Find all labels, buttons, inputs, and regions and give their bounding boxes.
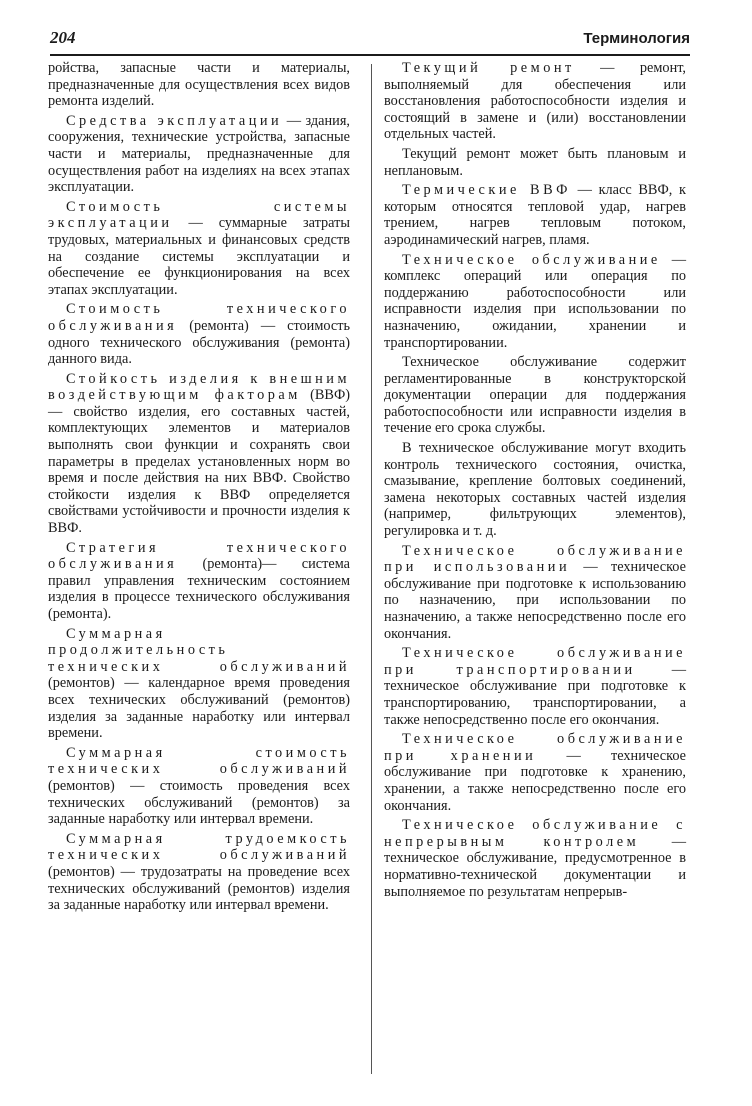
entry-term: Суммарная трудоемкость технических обслуживаний <box>48 830 350 864</box>
entry-paragraph: Термические ВВФ — класс ВВФ, к которым относятся тепловой удар, нагрев трением, нагрев тепловым потоком, аэродинамический нагрев, пламя. <box>384 182 686 248</box>
entry-paragraph: Текущий ремонт — ремонт, выполняемый для обеспечения или восстановления работоспособности изделия и состоящий в замене и (или) восстановлении отдельных частей. <box>384 60 686 143</box>
entry-term: Текущий ремонт <box>402 60 575 76</box>
entry-term: Техническое обслуживание при использовании <box>384 542 686 576</box>
entry-paragraph: Стратегия технического обслуживания (ремонта)— система правил управления техническим состоянием изделия в процессе технического обслуживания (ремонта). <box>48 539 350 622</box>
entry-paragraph: Техническое обслуживание с непрерывным контролем — техническое обслуживание, предусмотренное в нормативно-технической документации и выполняемое по результатам непрерыв- <box>384 817 687 900</box>
page-number: 204 <box>50 28 76 47</box>
entry-term: Стратегия технического обслуживания <box>48 539 350 573</box>
column-divider <box>371 64 372 1074</box>
entry-paragraph: В техническое обслуживание могут входить контроль технического состояния, очистка, смазывание, крепление болтовых соединений, замена некоторых составных частей изделия (например, фильтрующих элементов), регулировка и т. д. <box>384 440 686 540</box>
entry-paragraph: Техническое обслуживание при хранении — техническое обслуживание при подготовке к хранению, хранении, а также непосредственно после его окончания. <box>384 731 686 814</box>
entry-term: Суммарная продолжительность технических обслуживаний <box>48 625 350 675</box>
entry-paragraph: Суммарная продолжительность технических обслуживаний (ремонтов) — календарное время проведения всех технических обслуживаний (ремонтов) изделия за заданные наработку или интервал времени. <box>48 625 350 742</box>
entry-paragraph: Техническое обслуживание при использовании — техническое обслуживание при подготовке к использованию по назначению, при использовании по назначению, а также непосредственно после его окончания. <box>384 542 686 642</box>
entry-paragraph: Суммарная трудоемкость технических обслуживаний (ремонтов) — трудозатраты на проведение всех технических обслуживаний (ремонтов) изделия за заданные наработку или интервал времени. <box>48 830 350 914</box>
entry-term: Термические ВВФ <box>402 182 571 199</box>
entry-term: Суммарная стоимость технических обслуживаний <box>48 744 350 778</box>
entry-term: Стоимость технического обслуживания <box>48 301 350 334</box>
entry-paragraph: Техническое обслуживание — комплекс операций или операция по поддержанию работоспособности или исправности изделия при использовании по назначению, ожидании, хранении и транспортировании. <box>384 251 686 351</box>
entry-paragraph: ройства, запасные части и материалы, предназначенные для осуществления всех видов ремонта изделий. <box>48 60 350 110</box>
right-column <box>384 60 686 903</box>
header-rule <box>50 54 690 56</box>
entry-paragraph: Суммарная стоимость технических обслуживаний (ремонтов) — стоимость проведения всех технических обслуживаний (ремонтов) за заданные наработку или интервал времени. <box>48 744 350 828</box>
entry-term: Техническое обслуживание с непрерывным контролем <box>384 817 686 850</box>
entry-term: Техническое обслуживание <box>402 251 661 268</box>
left-column <box>48 60 350 917</box>
entry-paragraph: Стоимость технического обслуживания (ремонта) — стоимость одного технического обслуживания (ремонта) данного вида. <box>48 301 350 368</box>
entry-paragraph: Стоимость системы эксплуатации — суммарные затраты трудовых, материальных и финансовых средств на создание системы эксплуатации и обеспечение ее функционирования на всех этапах эксплуатации. <box>48 198 350 298</box>
entry-paragraph: Средства эксплуатации — здания, сооружения, технические устройства, запасные части и материалы, предназначенные для осуществления работ на изделиях на всех этапах эксплуатации. <box>48 112 350 196</box>
page-header <box>50 28 690 54</box>
entry-term: Техническое обслуживание при транспортировании <box>384 645 686 678</box>
entry-paragraph: Стойкость изделия к внешним воздействующим факторам (ВВФ) — свойство изделия, его составных частей, комплектующих элементов и материалов выполнять свои функции и сохранять свои параметры в пределах установленных норм во время и после действия на них ВВФ. Свойство стойкости изделия к ВВФ определяется свойствами устойчивости и прочности изделия к ВВФ. <box>48 370 351 537</box>
entry-paragraph: Техническое обслуживание содержит регламентированные в конструкторской документации операции для поддержания работоспособности или исправности изделия в течение его срока службы. <box>384 354 686 437</box>
entry-term: Средства эксплуатации <box>66 112 283 129</box>
entry-paragraph: Техническое обслуживание при транспортировании — техническое обслуживание при подготовке к транспортированию, транспортировании, а также непосредственно после его окончания. <box>384 645 686 728</box>
entry-term: Стоимость системы эксплуатации <box>48 198 350 232</box>
entry-term: Техническое обслуживание при хранении <box>384 731 686 764</box>
running-head: Терминология <box>583 30 690 47</box>
entry-paragraph: Текущий ремонт может быть плановым и неплановым. <box>384 145 686 179</box>
entry-term: Стойкость изделия к внешним воздействующим факторам <box>48 370 350 404</box>
